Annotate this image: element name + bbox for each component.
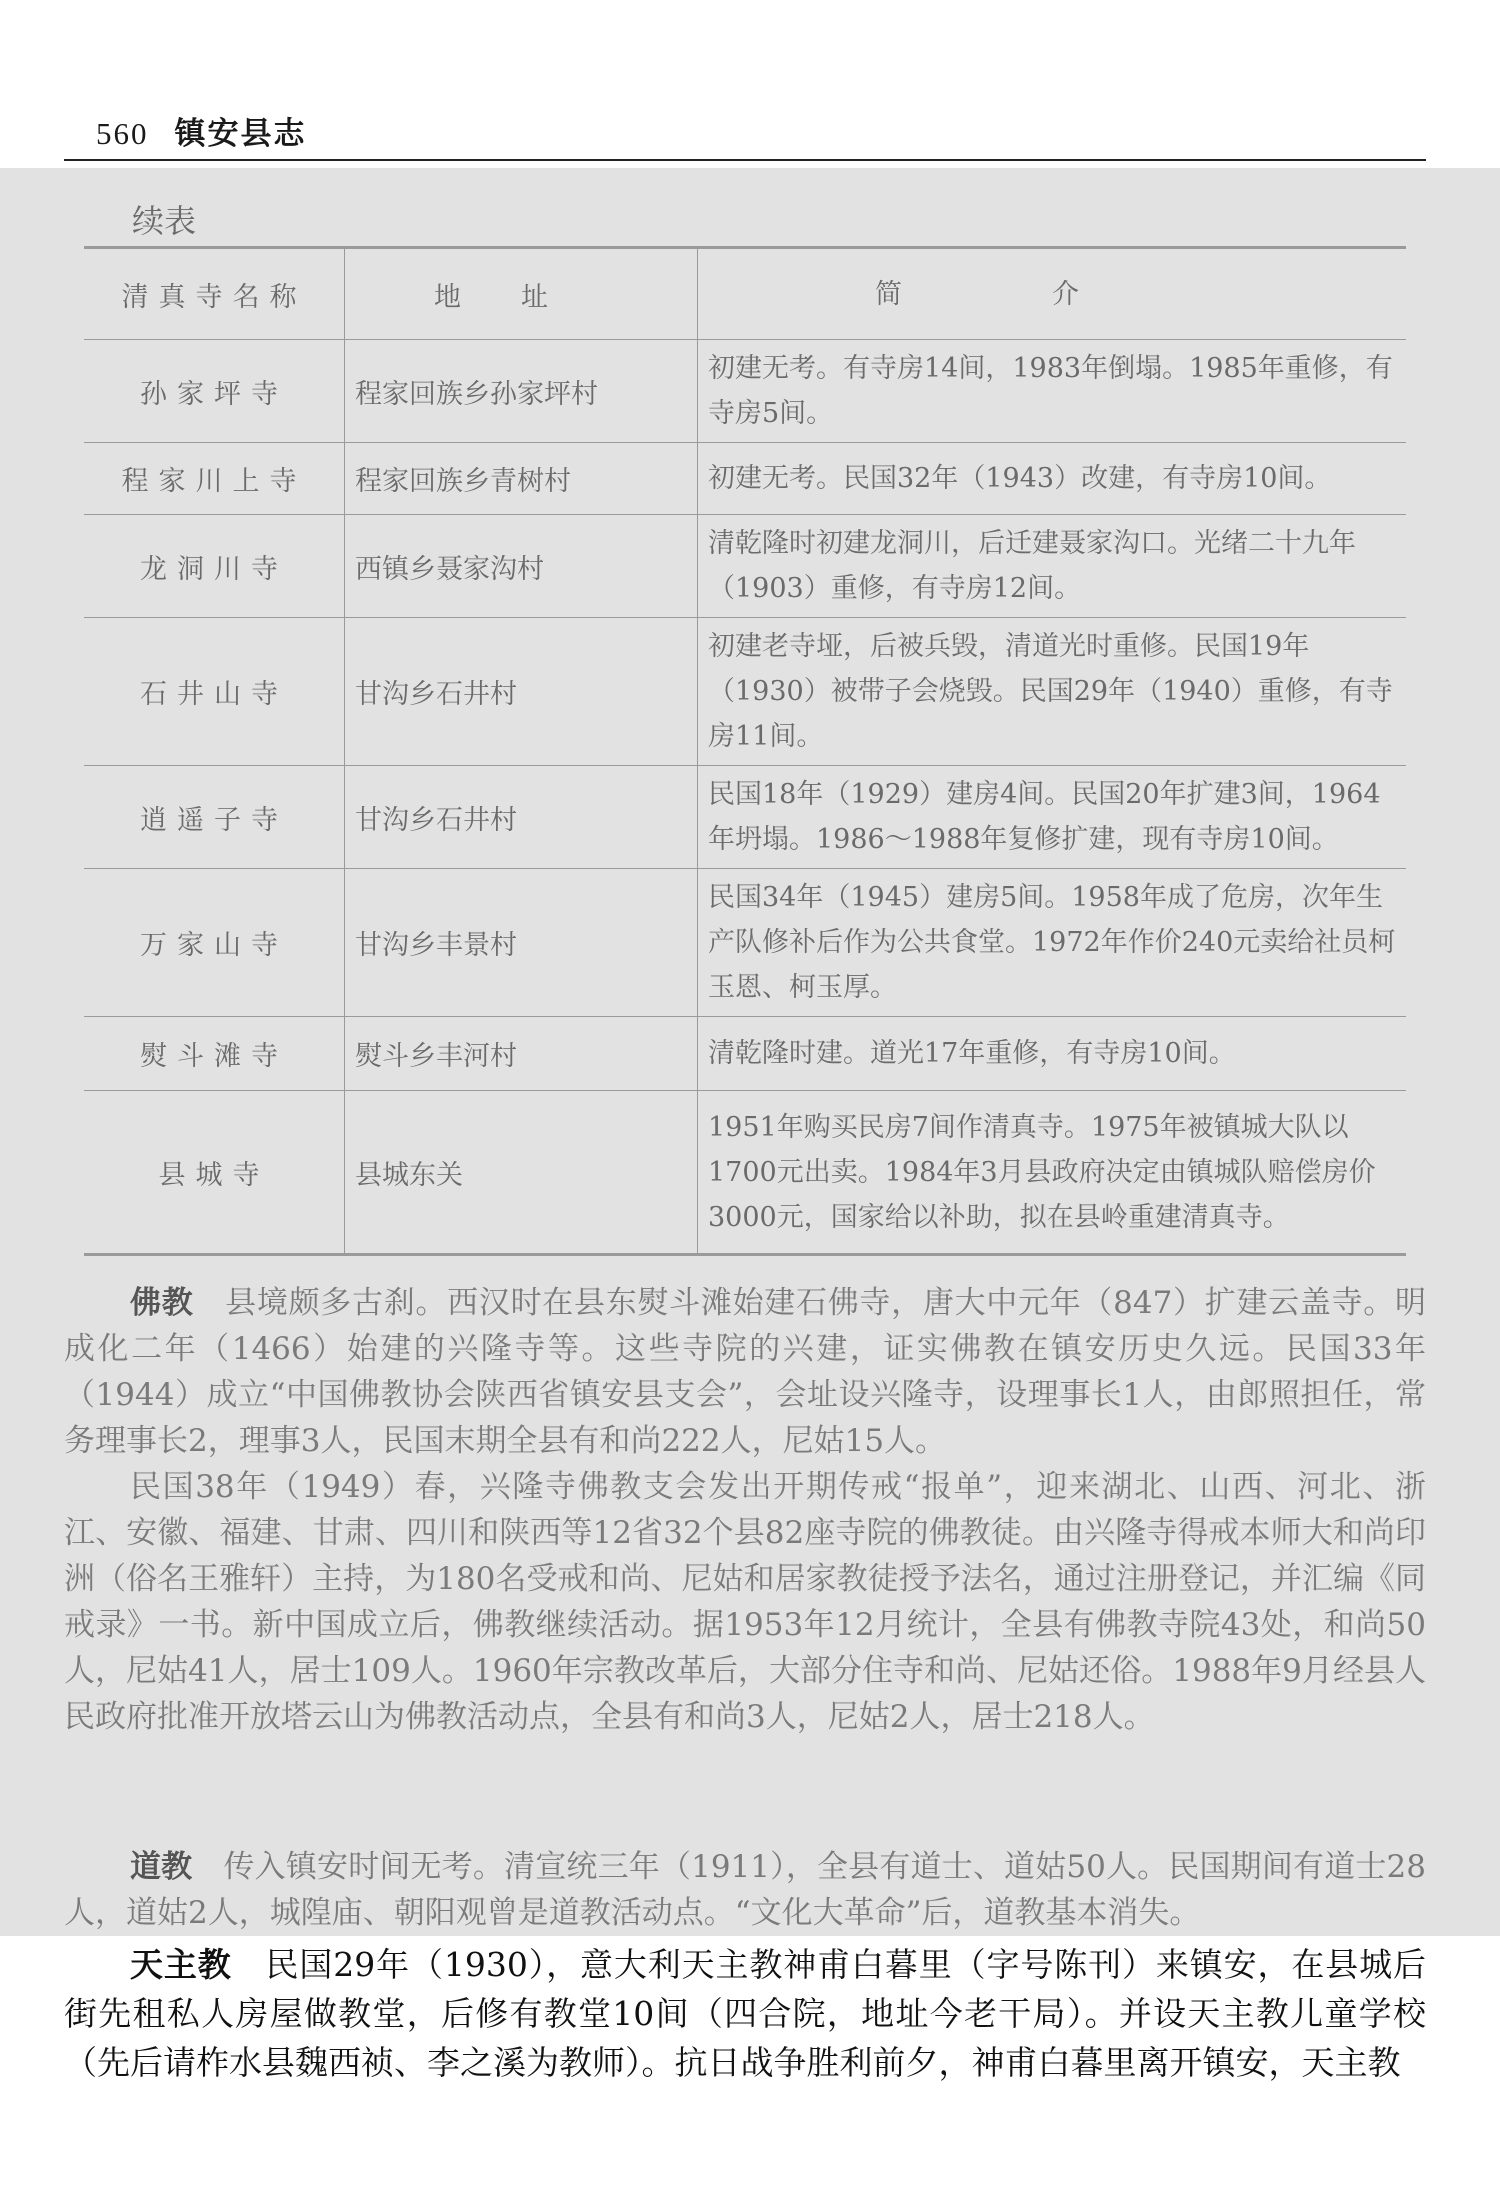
column-header-address: 地址	[345, 248, 698, 340]
table-row	[84, 766, 1406, 869]
cell-address: 县城东关	[345, 1091, 698, 1255]
cell-address: 甘沟乡石井村	[345, 618, 698, 766]
cell-name: 孙家坪寺	[84, 340, 345, 443]
cell-address: 甘沟乡丰景村	[345, 869, 698, 1017]
table-row	[84, 618, 1406, 766]
catholicism-text: 民国29年（1930），意大利天主教神甫白暮里（字号陈刊）来镇安，在县城后街先租私人房屋做教堂，后修有教堂10间（四合院，地址今老干局）。并设天主教儿童学校（先后请柞水县魏西祯、李之溪为教师）。抗日战争胜利前夕，神甫白暮里离开镇安，天主教	[64, 1945, 1427, 2082]
taoism-term: 道教	[130, 1849, 193, 1885]
cell-intro: 清乾隆时建。道光17年重修，有寺房10间。	[698, 1017, 1407, 1091]
table-row	[84, 1017, 1406, 1091]
cell-name: 县城寺	[84, 1091, 345, 1255]
cell-name: 程家川上寺	[84, 443, 345, 515]
page-header	[96, 108, 307, 153]
cell-name: 万家山寺	[84, 869, 345, 1017]
cell-intro: 民国18年（1929）建房4间。民国20年扩建3间，1964年坍塌。1986～1988年复修扩建，现有寺房10间。	[698, 766, 1407, 869]
cell-address: 熨斗乡丰河村	[345, 1017, 698, 1091]
column-header-intro: 简介	[698, 248, 1407, 340]
catholicism-section	[64, 1940, 1426, 2087]
cell-name: 逍遥子寺	[84, 766, 345, 869]
table-row	[84, 869, 1406, 1017]
cell-name: 龙洞川寺	[84, 515, 345, 618]
cell-intro: 1951年购买民房7间作清真寺。1975年被镇城大队以1700元出卖。1984年3月县政府决定由镇城队赔偿房价3000元，国家给以补助，拟在县岭重建清真寺。	[698, 1091, 1407, 1255]
page-number: 560	[96, 116, 149, 151]
table-row	[84, 443, 1406, 515]
cell-intro: 民国34年（1945）建房5间。1958年成了危房，次年生产队修补后作为公共食堂。1972年作价240元卖给社员柯玉恩、柯玉厚。	[698, 869, 1407, 1017]
cell-address: 程家回族乡孙家坪村	[345, 340, 698, 443]
column-header-name: 清真寺名称	[84, 248, 345, 340]
catholicism-paragraph	[64, 1940, 1426, 2087]
table-row	[84, 340, 1406, 443]
buddhism-term: 佛教	[130, 1285, 194, 1321]
buddhism-section	[64, 1280, 1426, 1740]
taoism-text: 传入镇安时间无考。清宣统三年（1911），全县有道士、道姑50人。民国期间有道士28人，道姑2人，城隍庙、朝阳观曾是道教活动点。“文化大革命”后，道教基本消失。	[64, 1849, 1426, 1931]
cell-intro: 清乾隆时初建龙洞川，后迁建聂家沟口。光绪二十九年（1903）重修，有寺房12间。	[698, 515, 1407, 618]
cell-intro: 初建无考。有寺房14间，1983年倒塌。1985年重修，有寺房5间。	[698, 340, 1407, 443]
taoism-section	[64, 1844, 1426, 1936]
buddhism-text-1: 县境颇多古刹。西汉时在县东熨斗滩始建石佛寺，唐大中元年（847）扩建云盖寺。明成化二年（1466）始建的兴隆寺等。这些寺院的兴建，证实佛教在镇安历史久远。民国33年（1944）成立“中国佛教协会陕西省镇安县支会”，会址设兴隆寺，设理事长1人，由郎照担任，常务理事长2，理事3人，民国末期全县有和尚222人，尼姑15人。	[64, 1285, 1427, 1459]
table-row	[84, 1091, 1406, 1255]
taoism-paragraph	[64, 1844, 1426, 1936]
cell-intro: 初建老寺垭，后被兵毁，清道光时重修。民国19年（1930）被带子会烧毁。民国29年（1940）重修，有寺房11间。	[698, 618, 1407, 766]
cell-name: 石井山寺	[84, 618, 345, 766]
table-header-row	[84, 248, 1406, 340]
table-row	[84, 515, 1406, 618]
cell-address: 程家回族乡青树村	[345, 443, 698, 515]
cell-address: 甘沟乡石井村	[345, 766, 698, 869]
cell-intro: 初建无考。民国32年（1943）改建，有寺房10间。	[698, 443, 1407, 515]
table-caption: 续表	[132, 202, 197, 240]
header-rule	[64, 159, 1426, 161]
book-title: 镇安县志	[174, 116, 307, 152]
cell-name: 熨斗滩寺	[84, 1017, 345, 1091]
cell-address: 西镇乡聂家沟村	[345, 515, 698, 618]
mosque-table	[84, 246, 1406, 1256]
catholicism-term: 天主教	[130, 1945, 232, 1984]
buddhism-paragraph-2: 民国38年（1949）春，兴隆寺佛教支会发出开期传戒“报单”，迎来湖北、山西、河北、浙江、安徽、福建、甘肃、四川和陕西等12省32个县82座寺院的佛教徒。由兴隆寺得戒本师大和尚印洲（俗名王雅轩）主持，为180名受戒和尚、尼姑和居家教徒授予法名，通过注册登记，并汇编《同戒录》一书。新中国成立后，佛教继续活动。据1953年12月统计，全县有佛教寺院43处，和尚50人，尼姑41人，居士109人。1960年宗教改革后，大部分住寺和尚、尼姑还俗。1988年9月经县人民政府批准开放塔云山为佛教活动点，全县有和尚3人，尼姑2人，居士218人。	[64, 1469, 1426, 1735]
buddhism-paragraph-1	[64, 1280, 1426, 1464]
